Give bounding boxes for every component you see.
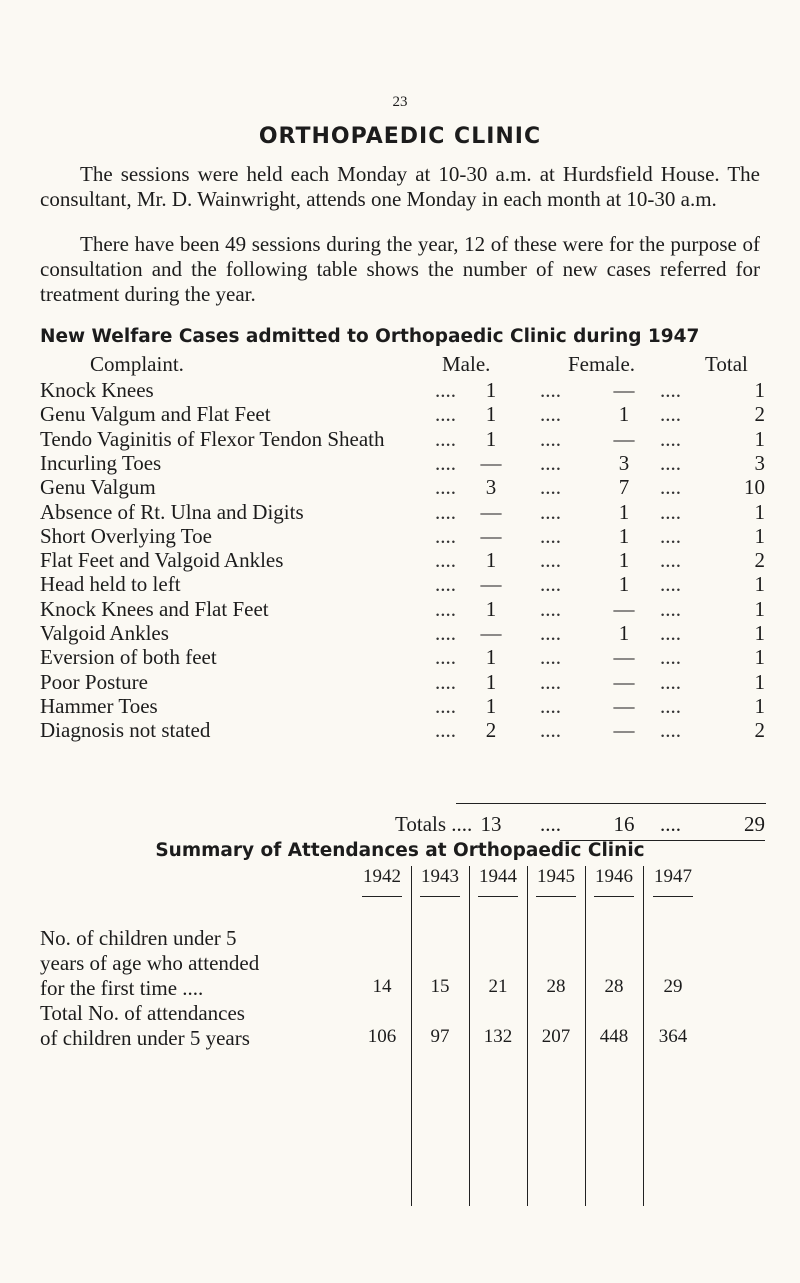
summary-value: 106 <box>367 1026 397 1047</box>
total-count: 3 <box>754 450 765 475</box>
total-count: 1 <box>754 499 765 524</box>
female-count: 7 <box>618 475 630 500</box>
summary-value: 14 <box>372 976 392 997</box>
complaint-name: Genu Valgum <box>40 475 156 500</box>
male-count: 2 <box>485 718 497 743</box>
female-count: 1 <box>618 572 630 597</box>
table-row <box>40 645 765 669</box>
summary-value: 28 <box>604 976 624 997</box>
summary-value: 15 <box>430 976 450 997</box>
table-row <box>40 694 765 718</box>
leader-dots: .... <box>660 572 681 597</box>
leader-dots: .... <box>435 645 456 670</box>
male-count: — <box>480 499 502 524</box>
complaint-name: Genu Valgum and Flat Feet <box>40 402 271 427</box>
summary-value: 29 <box>663 976 683 997</box>
leader-dots: .... <box>660 718 681 743</box>
page-title: ORTHOPAEDIC CLINIC <box>258 124 542 149</box>
summary-value: 132 <box>483 1026 513 1047</box>
complaint-name: Incurling Toes <box>40 450 162 475</box>
leader-dots: .... <box>660 475 681 500</box>
female-count: 3 <box>618 450 630 475</box>
cases-table-heading: New Welfare Cases admitted to Orthopaedic Clinic during 1947 <box>40 326 700 347</box>
female-count: — <box>613 426 635 451</box>
leader-dots: .... <box>435 523 456 548</box>
leader-dots: .... <box>660 426 681 451</box>
male-count: 1 <box>485 402 497 427</box>
male-count: 1 <box>485 548 497 573</box>
leader-dots: .... <box>435 572 456 597</box>
female-count: 1 <box>618 548 630 573</box>
complaint-name: Short Overlying Toe <box>40 523 212 548</box>
complaint-name: Flat Feet and Valgoid Ankles <box>40 548 284 573</box>
year-header: 1943 <box>421 866 459 887</box>
totals-dots: .... <box>660 812 681 836</box>
year-underline <box>478 896 518 897</box>
leader-dots: .... <box>660 645 681 670</box>
leader-dots: .... <box>540 718 561 743</box>
female-count: — <box>613 596 635 621</box>
leader-dots: .... <box>435 402 456 427</box>
column-divider <box>585 866 586 1206</box>
total-count: 1 <box>754 596 765 621</box>
paragraph-consultations: There have been 49 sessions during the year, 12 of these were for the purpose of consultation and the following table shows the number of new cases referred for treatment during the year. <box>40 232 760 306</box>
summary-label-line: of children under 5 years <box>40 1026 250 1050</box>
leader-dots: .... <box>540 450 561 475</box>
male-count: 1 <box>485 645 497 670</box>
leader-dots: .... <box>540 523 561 548</box>
leader-dots: .... <box>540 596 561 621</box>
leader-dots: .... <box>660 621 681 645</box>
table-row <box>40 402 765 426</box>
column-header-complaint: Complaint. <box>90 352 184 376</box>
leader-dots: .... <box>540 645 561 670</box>
year-header: 1947 <box>654 866 692 887</box>
year-header: 1945 <box>537 866 575 887</box>
complaint-name: Diagnosis not stated <box>40 718 211 743</box>
column-header-male: Male. <box>442 352 491 376</box>
year-header: 1946 <box>595 866 633 887</box>
male-count: 1 <box>485 378 497 402</box>
total-count: 1 <box>754 572 765 597</box>
leader-dots: .... <box>435 596 456 621</box>
total-count: 1 <box>754 669 765 694</box>
leader-dots: .... <box>540 548 561 573</box>
summary-value: 97 <box>430 1026 450 1047</box>
table-row <box>40 378 765 402</box>
female-count: — <box>613 378 635 402</box>
leader-dots: .... <box>435 475 456 500</box>
male-count: — <box>480 523 502 548</box>
total-count: 1 <box>754 621 765 645</box>
year-underline <box>594 896 634 897</box>
leader-dots: .... <box>540 426 561 451</box>
table-row <box>40 524 765 548</box>
leader-dots: .... <box>660 499 681 524</box>
female-count: — <box>613 718 635 743</box>
leader-dots: .... <box>540 402 561 427</box>
female-count: 1 <box>618 523 630 548</box>
leader-dots: .... <box>660 523 681 548</box>
female-count: 1 <box>618 499 630 524</box>
paragraph-sessions: The sessions were held each Monday at 10-30 a.m. at Hurdsfield House. The consultant, Mr. D. Wainwright, attends one Monday in each month at 10-30 a.m. <box>40 162 760 211</box>
column-header-total: Total <box>705 352 748 376</box>
leader-dots: .... <box>435 693 456 718</box>
female-count: 1 <box>618 621 630 645</box>
leader-dots: .... <box>660 693 681 718</box>
totals-dots: .... <box>540 812 561 836</box>
table-row <box>40 621 765 645</box>
complaint-name: Absence of Rt. Ulna and Digits <box>40 499 304 524</box>
leader-dots: .... <box>540 669 561 694</box>
column-divider <box>643 866 644 1206</box>
summary-row-label <box>40 926 360 1001</box>
table-row <box>40 427 765 451</box>
leader-dots: .... <box>435 669 456 694</box>
female-count: 1 <box>618 402 630 427</box>
totals-male: 13 <box>480 812 502 836</box>
summary-label-line: No. of children under 5 <box>40 926 237 950</box>
leader-dots: .... <box>435 378 456 402</box>
leader-dots: .... <box>660 669 681 694</box>
complaint-name: Head held to left <box>40 572 181 597</box>
complaint-name: Tendo Vaginitis of Flexor Tendon Sheath <box>40 426 385 451</box>
complaint-name: Knock Knees <box>40 378 154 402</box>
total-count: 2 <box>754 718 765 743</box>
summary-row-label <box>40 1001 360 1051</box>
table-row <box>40 475 765 499</box>
year-header: 1944 <box>479 866 517 887</box>
male-count: — <box>480 572 502 597</box>
table-row <box>40 451 765 475</box>
female-count: — <box>613 693 635 718</box>
column-header-female: Female. <box>568 352 636 376</box>
male-count: 1 <box>485 426 497 451</box>
leader-dots: .... <box>540 378 561 402</box>
total-count: 1 <box>754 426 765 451</box>
summary-label-line: for the first time .... <box>40 976 204 1000</box>
summary-label-line: years of age who attended <box>40 951 260 975</box>
male-count: 1 <box>485 596 497 621</box>
leader-dots: .... <box>660 548 681 573</box>
table-row <box>40 500 765 524</box>
complaint-name: Hammer Toes <box>40 693 158 718</box>
summary-table-heading: Summary of Attendances at Orthopaedic Clinic <box>155 840 645 861</box>
male-count: 1 <box>485 693 497 718</box>
leader-dots: .... <box>435 426 456 451</box>
totals-female: 16 <box>613 812 635 836</box>
total-count: 1 <box>754 378 765 402</box>
complaint-name: Knock Knees and Flat Feet <box>40 596 269 621</box>
summary-value: 448 <box>599 1026 629 1047</box>
summary-value: 28 <box>546 976 566 997</box>
leader-dots: .... <box>540 572 561 597</box>
year-underline <box>362 896 402 897</box>
complaint-name: Valgoid Ankles <box>40 621 169 645</box>
year-underline <box>653 896 693 897</box>
total-count: 1 <box>754 693 765 718</box>
leader-dots: .... <box>660 450 681 475</box>
leader-dots: .... <box>435 450 456 475</box>
table-row <box>40 670 765 694</box>
summary-value: 364 <box>658 1026 688 1047</box>
male-count: 3 <box>485 475 497 500</box>
leader-dots: .... <box>435 718 456 743</box>
summary-label-line: Total No. of attendances <box>40 1001 245 1025</box>
male-count: 1 <box>485 669 497 694</box>
table-row <box>40 597 765 621</box>
total-count: 2 <box>754 402 765 427</box>
table-row <box>40 572 765 596</box>
summary-value: 207 <box>541 1026 571 1047</box>
page-number: 23 <box>392 94 408 110</box>
column-divider <box>527 866 528 1206</box>
complaint-name: Eversion of both feet <box>40 645 217 670</box>
year-underline <box>420 896 460 897</box>
male-count: — <box>480 621 502 645</box>
total-count: 10 <box>744 475 765 500</box>
leader-dots: .... <box>540 475 561 500</box>
leader-dots: .... <box>540 499 561 524</box>
leader-dots: .... <box>435 621 456 645</box>
column-divider <box>469 866 470 1206</box>
total-count: 2 <box>754 548 765 573</box>
leader-dots: .... <box>435 499 456 524</box>
leader-dots: .... <box>540 693 561 718</box>
totals-label: Totals .... <box>395 812 473 836</box>
complaint-name: Poor Posture <box>40 669 148 694</box>
female-count: — <box>613 669 635 694</box>
total-count: 1 <box>754 523 765 548</box>
year-header: 1942 <box>363 866 401 887</box>
leader-dots: .... <box>660 596 681 621</box>
totals-rule-top <box>456 803 766 804</box>
column-divider <box>411 866 412 1206</box>
year-underline <box>536 896 576 897</box>
total-count: 1 <box>754 645 765 670</box>
male-count: — <box>480 450 502 475</box>
table-row <box>40 718 765 742</box>
leader-dots: .... <box>660 402 681 427</box>
female-count: — <box>613 645 635 670</box>
leader-dots: .... <box>435 548 456 573</box>
summary-value: 21 <box>488 976 508 997</box>
leader-dots: .... <box>540 621 561 645</box>
table-row <box>40 548 765 572</box>
leader-dots: .... <box>660 378 681 402</box>
totals-total: 29 <box>744 812 765 836</box>
